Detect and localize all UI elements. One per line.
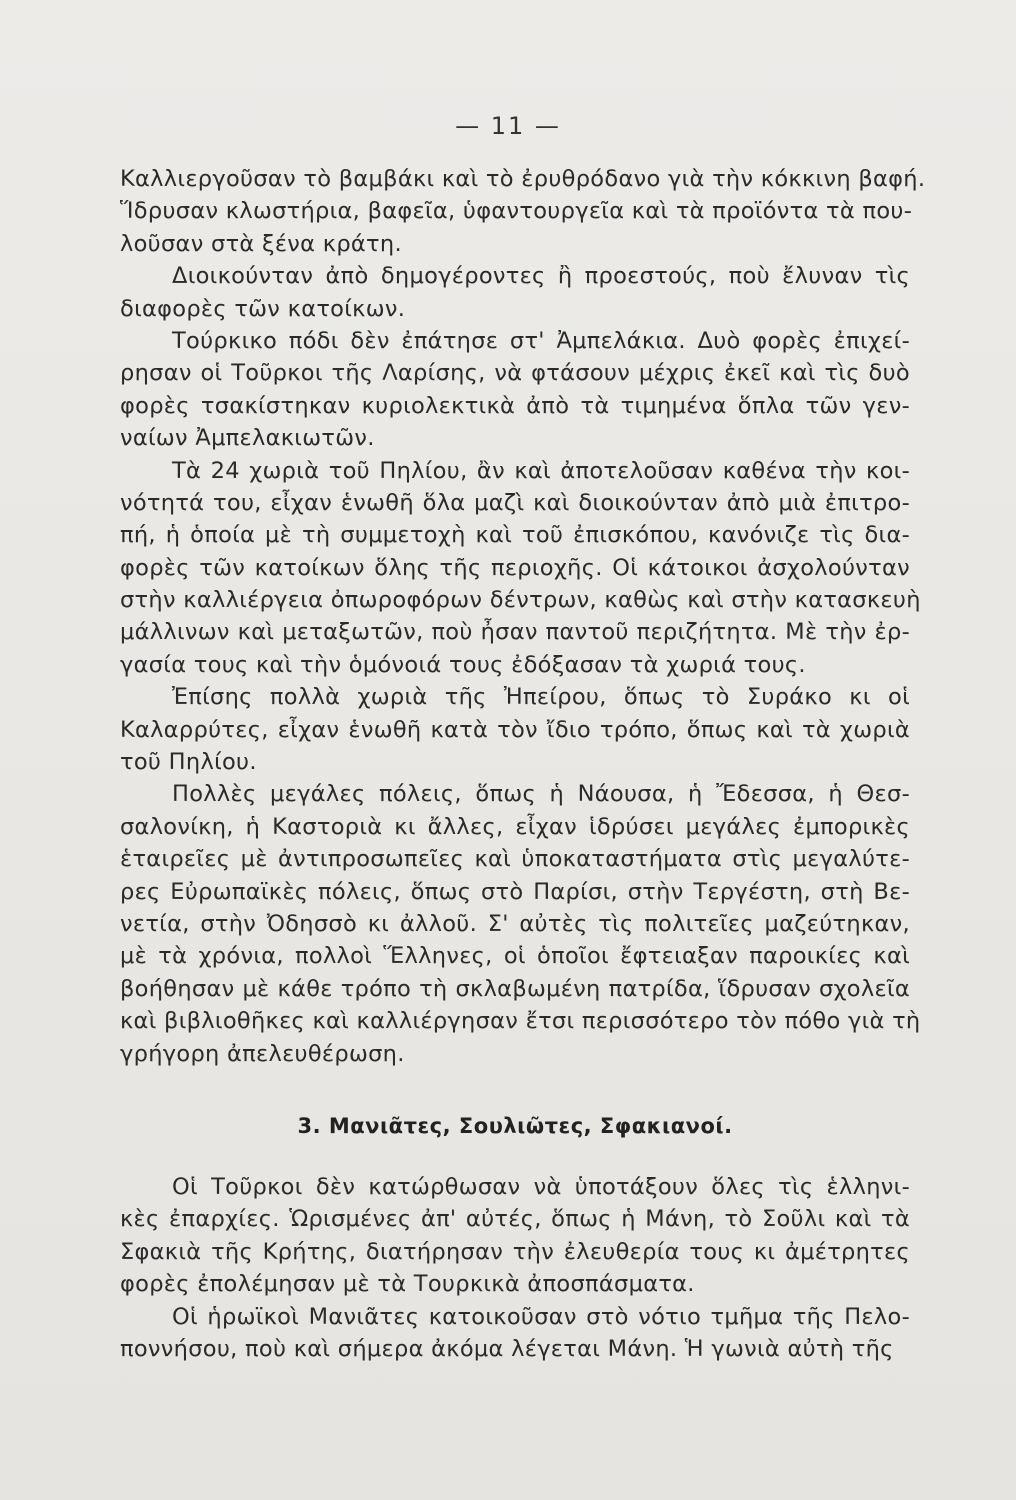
paragraph xyxy=(120,1171,910,1301)
text-line: Τὰ 24 χωριὰ τοῦ Πηλίου, ἂν καὶ ἀποτελοῦσαν καθένα τὴν κοι- xyxy=(172,457,910,484)
text-line: φορὲς τσακίστηκαν κυριολεκτικὰ ἀπὸ τὰ τιμημένα ὅπλα τῶν γεν- xyxy=(120,392,910,419)
text-line: Ἐπίσης πολλὰ χωριὰ τῆς Ἠπείρου, ὅπως τὸ Συράκο κι οἱ xyxy=(172,684,910,711)
text-line: Καλαρρύτες, εἶχαν ἑνωθῆ κατὰ τὸν ἴδιο τρόπο, ὅπως καὶ τὰ χωριὰ xyxy=(120,716,910,743)
text-line: Οἱ Τοῦρκοι δὲν κατώρθωσαν νὰ ὑποτάξουν ὅλες τὶς ἑλληνι- xyxy=(172,1173,910,1200)
text-line: κὲς ἐπαρχίες. Ὡρισμένες ἀπ' αὐτές, ὅπως ἡ Μάνη, τὸ Σοῦλι καὶ τὰ xyxy=(120,1206,910,1233)
text-line: Πολλὲς μεγάλες πόλεις, ὅπως ἡ Νάουσα, ἡ Ἔδεσσα, ἡ Θεσ- xyxy=(172,781,910,808)
text-line: φορὲς ἐπολέμησαν μὲ τὰ Τουρκικὰ ἀποσπάσματα. xyxy=(120,1271,695,1298)
text-line: μὲ τὰ χρόνια, πολλοὶ Ἕλληνες, οἱ ὁποῖοι ἔφτειαξαν παροικίες καὶ xyxy=(120,943,910,970)
text-line: Διοικούνταν ἀπὸ δημογέροντες ἢ προεστούς, ποὺ ἔλυναν τὶς xyxy=(172,263,910,290)
text-line: Οἱ ἡρωϊκοὶ Μανιᾶτες κατοικοῦσαν στὸ νότιο τμῆμα τῆς Πελο- xyxy=(172,1303,910,1330)
text-line: καὶ βιβλιοθῆκες καὶ καλλιέργησαν ἔτσι περισσότερο τὸν πόθο γιὰ τὴ xyxy=(120,1008,921,1035)
page-body xyxy=(120,163,926,1365)
text-line: νετία, στὴν Ὀδησσὸ κι ἀλλοῦ. Σ' αὐτὲς τὶς πολιτεῖες μαζεύτηκαν, xyxy=(120,910,910,937)
main-text xyxy=(120,163,926,1070)
text-line: ρησαν οἱ Τοῦρκοι τῆς Λαρίσης, νὰ φτάσουν μέχρις ἐκεῖ καὶ τὶς δυὸ xyxy=(120,360,910,387)
text-line: διαφορὲς τῶν κατοίκων. xyxy=(120,295,406,322)
text-line: φορὲς τῶν κατοίκων ὅλης τῆς περιοχῆς. Οἱ κάτοικοι ἀσχολούνταν xyxy=(120,554,910,581)
paragraph xyxy=(120,1301,910,1366)
text-line: γασία τους καὶ τὴν ὁμόνοιά τους ἐδόξασαν τὰ χωριά τους. xyxy=(120,651,806,678)
text-line: Ἵδρυσαν κλωστήρια, βαφεῖα, ὑφαντουργεῖα καὶ τὰ προϊόντα τὰ που- xyxy=(120,198,913,225)
text-line: τοῦ Πηλίου. xyxy=(120,749,257,776)
paragraph xyxy=(120,681,910,778)
text-line: βοήθησαν μὲ κάθε τρόπο τὴ σκλαβωμένη πατρίδα, ἵδρυσαν σχολεῖα xyxy=(120,975,910,1002)
section-text xyxy=(120,1171,910,1365)
text-line: γρήγορη ἀπελευθέρωση. xyxy=(120,1040,405,1067)
paragraph xyxy=(120,325,910,455)
text-line: Καλλιεργοῦσαν τὸ βαμβάκι καὶ τὸ ἐρυθρόδανο γιὰ τὴν κόκκινη βαφή. xyxy=(120,166,926,192)
text-line: ἑταιρεῖες μὲ ἀντιπροσωπεῖες καὶ ὑποκαταστήματα στὶς μεγαλύτε- xyxy=(120,846,910,873)
paragraph xyxy=(120,163,926,260)
text-line: πή, ἡ ὁποία μὲ τὴ συμμετοχὴ καὶ τοῦ ἐπισκόπου, κανόνιζε τὶς δια- xyxy=(120,522,910,549)
text-line: μάλλινων καὶ μεταξωτῶν, ποὺ ἦσαν παντοῦ περιζήτητα. Μὲ τὴν ἐρ- xyxy=(120,619,910,646)
text-line: σαλονίκη, ἡ Καστοριὰ κι ἄλλες, εἶχαν ἱδρύσει μεγάλες ἐμπορικὲς xyxy=(120,813,910,840)
page-number: — 11 — xyxy=(455,112,561,140)
text-line: ρες Εὐρωπαϊκὲς πόλεις, ὅπως στὸ Παρίσι, στὴν Τεργέστη, στὴ Βε- xyxy=(120,878,910,905)
text-line: ποννήσου, ποὺ καὶ σήμερα ἀκόμα λέγεται Μάνη. Ἡ γωνιὰ αὐτὴ τῆς xyxy=(120,1335,894,1362)
text-line: Τούρκικο πόδι δὲν ἐπάτησε στ' Ἀμπελάκια. Δυὸ φορὲς ἐπιχεί- xyxy=(172,327,910,354)
text-line: ναίων Ἀμπελακιωτῶν. xyxy=(120,425,375,452)
text-line: νότητά του, εἶχαν ἑνωθῆ ὅλα μαζὶ καὶ διοικούνταν ἀπὸ μιὰ ἐπιτρο- xyxy=(120,489,910,516)
text-line: στὴν καλλιέργεια ὀπωροφόρων δέντρων, καθὼς καὶ στὴν κατασκευὴ xyxy=(120,587,921,614)
paragraph xyxy=(120,455,921,682)
section-heading: 3. Μανιᾶτες, Σουλιῶτες, Σφακιανοί. xyxy=(297,1113,733,1138)
text-line: λοῦσαν στὰ ξένα κράτη. xyxy=(120,230,402,257)
paragraph xyxy=(120,260,910,325)
text-line: Σφακιὰ τῆς Κρήτης, διατήρησαν τὴν ἐλευθερία τους κι ἀμέτρητες xyxy=(120,1238,910,1265)
paragraph xyxy=(120,778,921,1070)
